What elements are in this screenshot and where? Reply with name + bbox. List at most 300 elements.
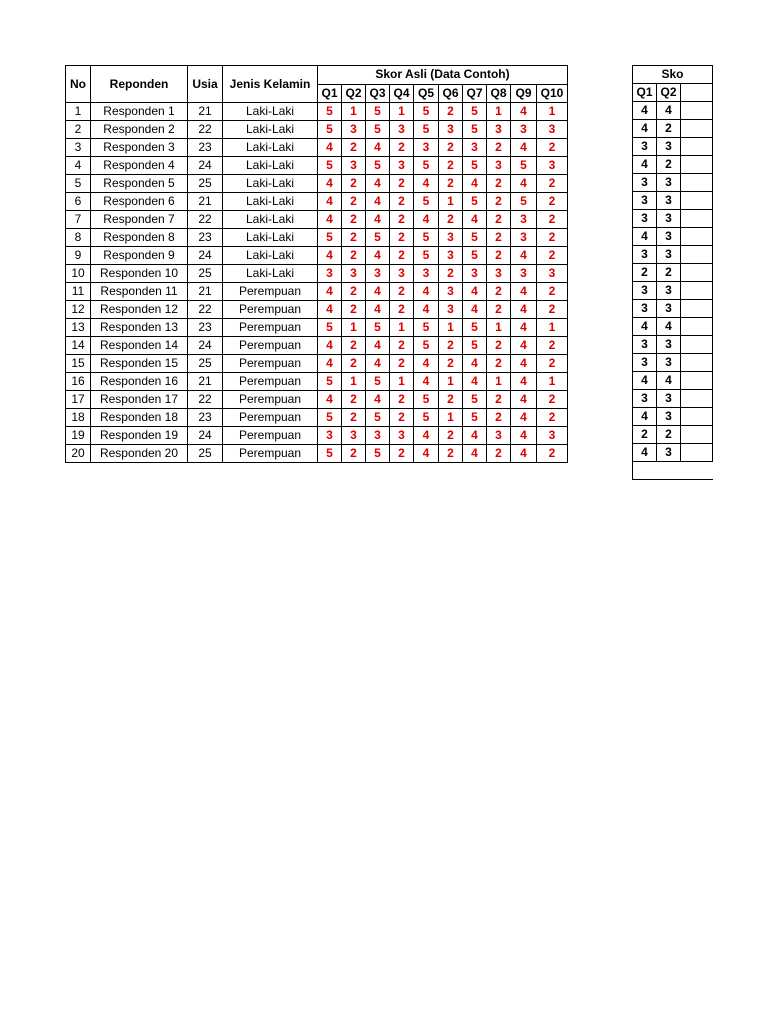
second-cell-q2: 3	[657, 210, 681, 228]
second-cell-filler	[681, 444, 713, 462]
cell-score-q2: 3	[342, 121, 366, 139]
cell-score-q1: 4	[318, 139, 342, 157]
second-cell-q2: 3	[657, 390, 681, 408]
second-cell-q2: 3	[657, 174, 681, 192]
cell-score-q9: 4	[511, 319, 537, 337]
second-table-row	[633, 372, 713, 390]
second-cell-q1: 4	[633, 372, 657, 390]
second-cell-q1: 4	[633, 120, 657, 138]
cell-score-q4: 2	[390, 409, 414, 427]
cell-score-q10: 3	[537, 157, 568, 175]
cell-score-q4: 3	[390, 121, 414, 139]
header-q9: Q9	[511, 84, 537, 103]
cell-score-q5: 5	[414, 121, 439, 139]
cell-age: 23	[188, 139, 223, 157]
cell-score-q3: 5	[366, 445, 390, 463]
cell-score-q8: 1	[487, 319, 511, 337]
cell-score-q4: 2	[390, 175, 414, 193]
cell-score-q10: 2	[537, 247, 568, 265]
cell-gender: Laki-Laki	[223, 247, 318, 265]
cell-score-q2: 2	[342, 193, 366, 211]
second-table-row	[633, 120, 713, 138]
second-cell-q2: 4	[657, 318, 681, 336]
cell-score-q4: 2	[390, 247, 414, 265]
cell-age: 21	[188, 283, 223, 301]
cell-score-q9: 5	[511, 157, 537, 175]
cell-score-q7: 4	[463, 175, 487, 193]
cell-score-q2: 2	[342, 409, 366, 427]
cell-score-q3: 3	[366, 427, 390, 445]
cell-score-q2: 1	[342, 103, 366, 121]
second-cell-filler	[681, 192, 713, 210]
cell-age: 24	[188, 157, 223, 175]
second-table-row	[633, 246, 713, 264]
table-row	[66, 409, 568, 427]
cell-no: 6	[66, 193, 91, 211]
cell-score-q3: 3	[366, 265, 390, 283]
cell-score-q7: 5	[463, 121, 487, 139]
cell-name: Responden 14	[91, 337, 188, 355]
cell-name: Responden 17	[91, 391, 188, 409]
cell-score-q7: 4	[463, 427, 487, 445]
cell-age: 23	[188, 409, 223, 427]
cell-score-q1: 4	[318, 193, 342, 211]
cell-score-q9: 3	[511, 229, 537, 247]
header-skor-asli: Skor Asli (Data Contoh)	[318, 66, 568, 85]
cell-age: 21	[188, 193, 223, 211]
cell-name: Responden 10	[91, 265, 188, 283]
cell-score-q3: 4	[366, 175, 390, 193]
cell-score-q8: 2	[487, 391, 511, 409]
cell-score-q3: 5	[366, 319, 390, 337]
cell-score-q8: 2	[487, 337, 511, 355]
cell-gender: Perempuan	[223, 283, 318, 301]
cell-name: Responden 6	[91, 193, 188, 211]
cell-gender: Perempuan	[223, 373, 318, 391]
cell-age: 21	[188, 373, 223, 391]
cell-score-q2: 3	[342, 157, 366, 175]
cell-score-q6: 2	[439, 103, 463, 121]
cell-age: 24	[188, 337, 223, 355]
cell-age: 22	[188, 391, 223, 409]
second-table-row	[633, 192, 713, 210]
second-cell-q1: 3	[633, 282, 657, 300]
cell-score-q10: 1	[537, 103, 568, 121]
second-table-row	[633, 390, 713, 408]
cell-score-q3: 4	[366, 247, 390, 265]
cell-score-q10: 2	[537, 193, 568, 211]
cell-gender: Perempuan	[223, 445, 318, 463]
table-row	[66, 193, 568, 211]
cell-score-q4: 1	[390, 373, 414, 391]
cell-score-q3: 5	[366, 373, 390, 391]
cell-score-q8: 1	[487, 103, 511, 121]
cell-score-q7: 4	[463, 301, 487, 319]
cell-score-q4: 2	[390, 229, 414, 247]
cell-gender: Perempuan	[223, 427, 318, 445]
cell-score-q2: 2	[342, 445, 366, 463]
second-cell-filler	[681, 156, 713, 174]
cell-score-q9: 3	[511, 211, 537, 229]
cell-name: Responden 18	[91, 409, 188, 427]
cell-score-q10: 2	[537, 301, 568, 319]
cell-gender: Perempuan	[223, 409, 318, 427]
cell-no: 9	[66, 247, 91, 265]
cell-gender: Perempuan	[223, 337, 318, 355]
table-row	[66, 103, 568, 121]
cell-name: Responden 1	[91, 103, 188, 121]
cell-score-q10: 2	[537, 283, 568, 301]
table-row	[66, 373, 568, 391]
second-cell-filler	[681, 210, 713, 228]
cell-age: 25	[188, 355, 223, 373]
cell-no: 3	[66, 139, 91, 157]
cell-score-q2: 2	[342, 355, 366, 373]
cell-score-q7: 4	[463, 211, 487, 229]
header-q2: Q2	[342, 84, 366, 103]
second-cell-q1: 3	[633, 246, 657, 264]
cell-score-q6: 1	[439, 319, 463, 337]
cell-name: Responden 16	[91, 373, 188, 391]
cell-score-q3: 4	[366, 355, 390, 373]
cell-score-q4: 2	[390, 283, 414, 301]
second-cell-q2: 2	[657, 264, 681, 282]
cell-score-q9: 4	[511, 373, 537, 391]
second-cell-q2: 3	[657, 246, 681, 264]
cell-score-q9: 4	[511, 337, 537, 355]
cell-score-q1: 5	[318, 229, 342, 247]
cell-score-q5: 4	[414, 427, 439, 445]
cell-score-q10: 1	[537, 319, 568, 337]
cell-score-q4: 2	[390, 355, 414, 373]
second-table-row	[633, 102, 713, 120]
second-table-row	[633, 336, 713, 354]
cell-score-q6: 2	[439, 157, 463, 175]
cell-age: 25	[188, 445, 223, 463]
cell-score-q7: 5	[463, 337, 487, 355]
cell-score-q1: 4	[318, 247, 342, 265]
second-cell-q2: 3	[657, 444, 681, 462]
cell-score-q10: 2	[537, 139, 568, 157]
table-row	[66, 445, 568, 463]
cell-score-q2: 2	[342, 301, 366, 319]
cell-no: 16	[66, 373, 91, 391]
cell-score-q4: 2	[390, 391, 414, 409]
second-table-row	[633, 210, 713, 228]
second-cell-q1: 3	[633, 390, 657, 408]
second-cell-q1: 3	[633, 336, 657, 354]
cell-gender: Laki-Laki	[223, 229, 318, 247]
cell-score-q2: 3	[342, 265, 366, 283]
second-cell-q1: 3	[633, 210, 657, 228]
cell-name: Responden 5	[91, 175, 188, 193]
cell-score-q9: 5	[511, 193, 537, 211]
cell-no: 18	[66, 409, 91, 427]
second-cell-q2: 2	[657, 426, 681, 444]
cell-no: 20	[66, 445, 91, 463]
cell-score-q8: 2	[487, 409, 511, 427]
cell-score-q10: 3	[537, 427, 568, 445]
cell-score-q4: 2	[390, 445, 414, 463]
cell-score-q6: 3	[439, 121, 463, 139]
header-q8: Q8	[487, 84, 511, 103]
cell-score-q6: 2	[439, 355, 463, 373]
cell-score-q9: 3	[511, 265, 537, 283]
cell-name: Responden 9	[91, 247, 188, 265]
table-row	[66, 265, 568, 283]
cell-score-q10: 2	[537, 175, 568, 193]
cell-score-q6: 3	[439, 229, 463, 247]
second-cell-filler	[681, 120, 713, 138]
second-cell-filler	[681, 102, 713, 120]
header-q5: Q5	[414, 84, 439, 103]
cell-score-q10: 2	[537, 409, 568, 427]
second-cell-q1: 3	[633, 300, 657, 318]
second-cell-filler	[681, 426, 713, 444]
second-cell-q2: 4	[657, 102, 681, 120]
cell-name: Responden 8	[91, 229, 188, 247]
cell-no: 19	[66, 427, 91, 445]
cell-score-q6: 2	[439, 391, 463, 409]
cell-score-q6: 1	[439, 373, 463, 391]
second-cell-q2: 2	[657, 120, 681, 138]
cell-age: 24	[188, 247, 223, 265]
table-row	[66, 229, 568, 247]
cell-score-q8: 2	[487, 301, 511, 319]
cell-score-q5: 5	[414, 157, 439, 175]
cell-score-q2: 2	[342, 139, 366, 157]
cell-score-q9: 4	[511, 301, 537, 319]
cell-score-q8: 3	[487, 265, 511, 283]
cell-score-q5: 5	[414, 247, 439, 265]
cell-score-q8: 3	[487, 121, 511, 139]
second-cell-q1: 2	[633, 426, 657, 444]
cell-score-q7: 5	[463, 247, 487, 265]
table-row	[66, 319, 568, 337]
cell-score-q9: 4	[511, 103, 537, 121]
cell-age: 25	[188, 265, 223, 283]
second-table-row	[633, 228, 713, 246]
second-table-row	[633, 300, 713, 318]
cell-no: 13	[66, 319, 91, 337]
table-row	[66, 175, 568, 193]
cell-gender: Laki-Laki	[223, 211, 318, 229]
cell-gender: Perempuan	[223, 301, 318, 319]
cell-score-q8: 2	[487, 247, 511, 265]
table-row	[66, 247, 568, 265]
cell-score-q8: 2	[487, 175, 511, 193]
cell-score-q5: 3	[414, 139, 439, 157]
second-table-row	[633, 318, 713, 336]
cell-score-q3: 4	[366, 337, 390, 355]
second-cell-filler	[681, 138, 713, 156]
cell-score-q7: 4	[463, 373, 487, 391]
cell-score-q1: 4	[318, 175, 342, 193]
second-cell-q1: 4	[633, 228, 657, 246]
header-jenis-kelamin: Jenis Kelamin	[223, 66, 318, 103]
second-cell-filler	[681, 264, 713, 282]
cell-score-q4: 2	[390, 193, 414, 211]
cell-score-q9: 4	[511, 409, 537, 427]
cell-no: 12	[66, 301, 91, 319]
table-row	[66, 301, 568, 319]
cell-gender: Laki-Laki	[223, 121, 318, 139]
cell-score-q4: 2	[390, 301, 414, 319]
cell-name: Responden 19	[91, 427, 188, 445]
cell-score-q5: 4	[414, 355, 439, 373]
second-cell-filler	[681, 228, 713, 246]
second-cell-filler	[681, 282, 713, 300]
second-cell-q2: 2	[657, 156, 681, 174]
table-row	[66, 121, 568, 139]
cell-score-q6: 1	[439, 409, 463, 427]
cell-score-q5: 3	[414, 265, 439, 283]
cell-score-q8: 2	[487, 211, 511, 229]
cell-score-q2: 2	[342, 175, 366, 193]
second-table-clip	[632, 65, 684, 495]
table-row	[66, 157, 568, 175]
cell-name: Responden 3	[91, 139, 188, 157]
cell-score-q7: 5	[463, 193, 487, 211]
cell-score-q5: 5	[414, 409, 439, 427]
cell-name: Responden 4	[91, 157, 188, 175]
cell-score-q6: 3	[439, 283, 463, 301]
cell-score-q8: 3	[487, 427, 511, 445]
cell-score-q4: 2	[390, 139, 414, 157]
second-header-q1: Q1	[633, 84, 657, 102]
cell-score-q2: 2	[342, 247, 366, 265]
second-table-row	[633, 408, 713, 426]
second-table-row	[633, 354, 713, 372]
cell-no: 15	[66, 355, 91, 373]
cell-score-q4: 1	[390, 103, 414, 121]
cell-name: Responden 11	[91, 283, 188, 301]
second-cell-q1: 3	[633, 138, 657, 156]
second-cell-q1: 4	[633, 444, 657, 462]
second-cell-q2: 3	[657, 300, 681, 318]
cell-score-q3: 5	[366, 103, 390, 121]
cell-score-q2: 2	[342, 229, 366, 247]
cell-score-q1: 4	[318, 301, 342, 319]
header-q1: Q1	[318, 84, 342, 103]
cell-score-q5: 5	[414, 103, 439, 121]
cell-score-q7: 5	[463, 229, 487, 247]
cell-score-q9: 4	[511, 391, 537, 409]
second-cell-filler	[681, 318, 713, 336]
cell-gender: Perempuan	[223, 355, 318, 373]
cell-score-q10: 1	[537, 373, 568, 391]
cell-score-q4: 1	[390, 319, 414, 337]
second-cell-q1: 3	[633, 354, 657, 372]
cell-score-q8: 2	[487, 193, 511, 211]
second-cell-filler	[681, 390, 713, 408]
cell-score-q9: 4	[511, 355, 537, 373]
cell-age: 21	[188, 103, 223, 121]
cell-no: 8	[66, 229, 91, 247]
second-cell-filler	[681, 408, 713, 426]
cell-score-q6: 2	[439, 337, 463, 355]
cell-score-q7: 5	[463, 409, 487, 427]
cell-score-q2: 2	[342, 391, 366, 409]
cell-name: Responden 20	[91, 445, 188, 463]
second-header-group: Sko	[661, 67, 684, 81]
cell-score-q4: 2	[390, 211, 414, 229]
cell-score-q5: 5	[414, 229, 439, 247]
table-row	[66, 391, 568, 409]
second-cell-q2: 3	[657, 408, 681, 426]
cell-no: 7	[66, 211, 91, 229]
cell-age: 25	[188, 175, 223, 193]
cell-score-q3: 4	[366, 391, 390, 409]
cell-score-q9: 4	[511, 247, 537, 265]
second-cell-q2: 3	[657, 228, 681, 246]
second-cell-filler	[681, 174, 713, 192]
cell-age: 22	[188, 301, 223, 319]
second-cell-q1: 3	[633, 174, 657, 192]
second-cell-filler	[681, 354, 713, 372]
cell-score-q4: 3	[390, 265, 414, 283]
cell-gender: Perempuan	[223, 391, 318, 409]
cell-no: 10	[66, 265, 91, 283]
table-row	[66, 139, 568, 157]
cell-score-q1: 5	[318, 121, 342, 139]
cell-score-q1: 5	[318, 445, 342, 463]
cell-score-q10: 2	[537, 229, 568, 247]
second-empty-cell	[633, 462, 713, 480]
cell-score-q2: 1	[342, 319, 366, 337]
cell-gender: Laki-Laki	[223, 175, 318, 193]
second-table-empty-row	[633, 462, 713, 480]
cell-gender: Laki-Laki	[223, 265, 318, 283]
cell-score-q5: 4	[414, 301, 439, 319]
cell-score-q5: 5	[414, 193, 439, 211]
cell-age: 22	[188, 211, 223, 229]
cell-score-q7: 4	[463, 355, 487, 373]
cell-score-q9: 4	[511, 445, 537, 463]
cell-score-q9: 3	[511, 121, 537, 139]
cell-score-q2: 1	[342, 373, 366, 391]
cell-score-q8: 2	[487, 139, 511, 157]
cell-score-q8: 2	[487, 445, 511, 463]
cell-score-q1: 4	[318, 391, 342, 409]
cell-score-q9: 4	[511, 139, 537, 157]
cell-score-q5: 4	[414, 283, 439, 301]
cell-name: Responden 7	[91, 211, 188, 229]
cell-gender: Perempuan	[223, 319, 318, 337]
second-table-row	[633, 282, 713, 300]
second-cell-q1: 3	[633, 192, 657, 210]
cell-score-q5: 4	[414, 373, 439, 391]
cell-score-q3: 5	[366, 157, 390, 175]
cell-score-q10: 3	[537, 121, 568, 139]
cell-gender: Laki-Laki	[223, 157, 318, 175]
cell-gender: Laki-Laki	[223, 193, 318, 211]
cell-score-q10: 2	[537, 337, 568, 355]
cell-score-q2: 2	[342, 211, 366, 229]
table-row	[66, 427, 568, 445]
cell-score-q6: 2	[439, 427, 463, 445]
cell-score-q3: 4	[366, 193, 390, 211]
second-cell-q2: 3	[657, 336, 681, 354]
second-table-row	[633, 174, 713, 192]
cell-score-q5: 4	[414, 175, 439, 193]
second-cell-q1: 4	[633, 156, 657, 174]
second-cell-q2: 3	[657, 354, 681, 372]
second-table-row	[633, 426, 713, 444]
cell-score-q9: 4	[511, 427, 537, 445]
cell-score-q8: 2	[487, 229, 511, 247]
cell-no: 4	[66, 157, 91, 175]
